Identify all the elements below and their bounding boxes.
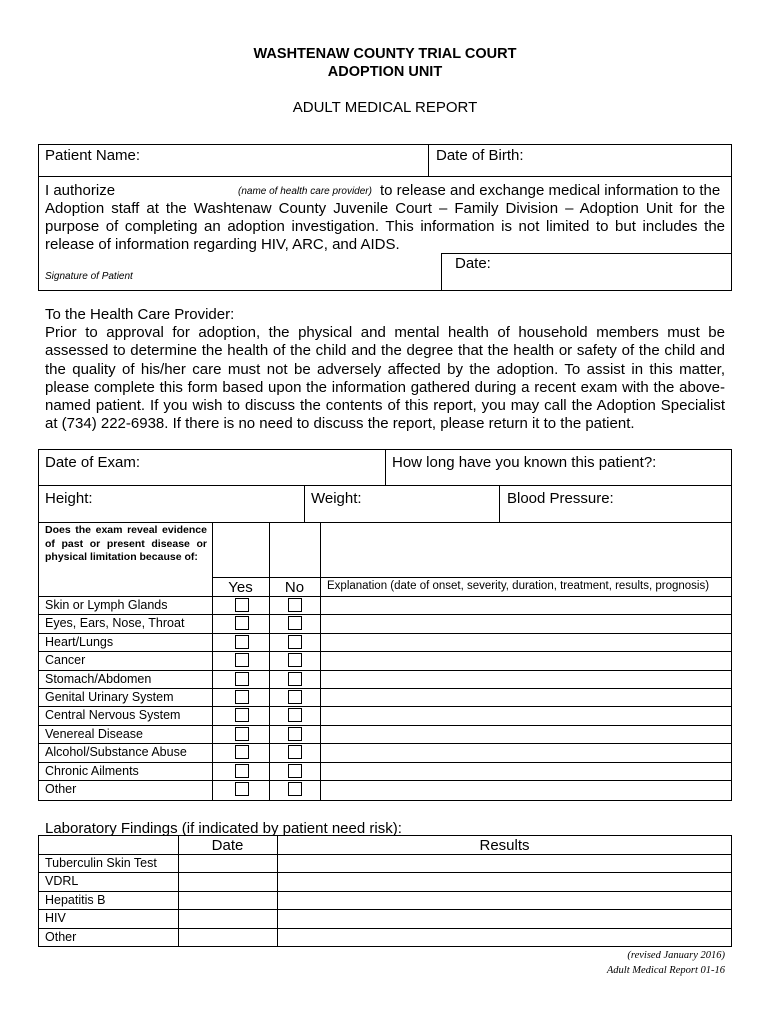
lab-date-field[interactable] bbox=[179, 928, 276, 947]
lab-result-field[interactable] bbox=[278, 854, 731, 873]
lab-date-field[interactable] bbox=[179, 854, 276, 873]
yes-column-header: Yes bbox=[228, 579, 253, 596]
explanation-field[interactable] bbox=[321, 688, 731, 706]
condition-label: Skin or Lymph Glands bbox=[45, 598, 168, 612]
no-checkbox[interactable] bbox=[288, 616, 302, 630]
condition-label: Heart/Lungs bbox=[45, 634, 114, 649]
date-of-birth-field[interactable]: Date of Birth: bbox=[436, 147, 524, 164]
lab-result-field[interactable] bbox=[278, 872, 731, 891]
no-checkbox[interactable] bbox=[288, 782, 302, 796]
lab-test-label: HIV bbox=[45, 911, 66, 926]
yes-checkbox[interactable] bbox=[235, 616, 249, 630]
lab-results-header: Results bbox=[479, 837, 530, 854]
lab-test-label: Other bbox=[45, 929, 77, 944]
exam-question: Does the exam reveal evidence of past or present disease or physical limitation because of: bbox=[45, 524, 207, 563]
yes-checkbox[interactable] bbox=[235, 672, 249, 686]
condition-label: Genital Urinary System bbox=[45, 690, 174, 704]
condition-label: Stomach/Abdomen bbox=[45, 671, 152, 686]
known-duration-field[interactable]: How long have you known this patient?: bbox=[392, 454, 657, 471]
no-checkbox[interactable] bbox=[288, 653, 302, 667]
no-checkbox[interactable] bbox=[288, 764, 302, 778]
revised-date: (revised January 2016) bbox=[627, 950, 725, 961]
condition-label: Venereal Disease bbox=[45, 726, 143, 741]
explanation-field[interactable] bbox=[321, 743, 731, 761]
lab-result-field[interactable] bbox=[278, 909, 731, 928]
explanation-field[interactable] bbox=[321, 706, 731, 724]
explanation-field[interactable] bbox=[321, 762, 731, 780]
yes-checkbox[interactable] bbox=[235, 635, 249, 649]
authorization-text: Adoption staff at the Washtenaw County Juvenile Court – Family Division – Adoption Unit for the purpose of completing an adoption investigation. This information is not limited to but includes the release of information regarding HIV, ARC, and AIDS. bbox=[45, 200, 725, 253]
no-checkbox[interactable] bbox=[288, 727, 302, 741]
form-title: ADULT MEDICAL REPORT bbox=[292, 99, 478, 116]
provider-instructions: Prior to approval for adoption, the physical and mental health of household members must be assessed to determine the health of the child and the degree that the health or safety of the child and the quality of his/her care must not be adversely affected by the adoption. To assist in this matter, please complete this form based upon the information gathered during a recent exam with the above-named patient. If you wish to discuss the contents of this report, you may call the Adoption Specialist at (734) 222-6938. If there is no need to discuss the report, please return it to the patient. bbox=[45, 324, 725, 433]
condition-label: Chronic Ailments bbox=[45, 763, 139, 778]
lab-test-label: Hepatitis B bbox=[45, 892, 106, 907]
no-checkbox[interactable] bbox=[288, 708, 302, 722]
date-of-exam-field[interactable]: Date of Exam: bbox=[45, 454, 141, 471]
authorization-line1: to release and exchange medical information to the bbox=[380, 182, 721, 199]
blood-pressure-field[interactable]: Blood Pressure: bbox=[507, 490, 614, 507]
yes-checkbox[interactable] bbox=[235, 782, 249, 796]
court-title: WASHTENAW COUNTY TRIAL COURT bbox=[253, 46, 517, 62]
provider-heading: To the Health Care Provider: bbox=[45, 306, 235, 323]
explanation-field[interactable] bbox=[321, 670, 731, 688]
lab-date-field[interactable] bbox=[179, 909, 276, 928]
no-checkbox[interactable] bbox=[288, 635, 302, 649]
lab-test-label: Tuberculin Skin Test bbox=[45, 855, 157, 870]
form-id: Adult Medical Report 01-16 bbox=[606, 965, 725, 976]
yes-checkbox[interactable] bbox=[235, 764, 249, 778]
lab-date-field[interactable] bbox=[179, 891, 276, 910]
yes-checkbox[interactable] bbox=[235, 653, 249, 667]
explanation-field[interactable] bbox=[321, 725, 731, 743]
no-column-header: No bbox=[284, 579, 305, 596]
height-field[interactable]: Height: bbox=[45, 490, 93, 507]
explanation-field[interactable] bbox=[321, 614, 731, 632]
explanation-field[interactable] bbox=[321, 651, 731, 669]
lab-date-field[interactable] bbox=[179, 872, 276, 891]
provider-name-field[interactable]: (name of health care provider) bbox=[238, 186, 372, 197]
condition-label: Alcohol/Substance Abuse bbox=[45, 745, 187, 760]
yes-checkbox[interactable] bbox=[235, 598, 249, 612]
yes-checkbox[interactable] bbox=[235, 690, 249, 704]
condition-label: Eyes, Ears, Nose, Throat bbox=[45, 616, 185, 631]
lab-result-field[interactable] bbox=[278, 928, 731, 947]
explanation-field[interactable] bbox=[321, 633, 731, 651]
no-checkbox[interactable] bbox=[288, 745, 302, 759]
no-checkbox[interactable] bbox=[288, 690, 302, 704]
lab-test-label: VDRL bbox=[45, 874, 79, 889]
lab-date-header: Date bbox=[211, 837, 244, 854]
condition-label: Other bbox=[45, 782, 77, 796]
authorize-label: I authorize bbox=[45, 182, 116, 199]
explanation-field[interactable] bbox=[321, 780, 731, 798]
explanation-field[interactable] bbox=[321, 596, 731, 614]
no-checkbox[interactable] bbox=[288, 598, 302, 612]
yes-checkbox[interactable] bbox=[235, 708, 249, 722]
explanation-column-header: Explanation (date of onset, severity, duration, treatment, results, prognosis) bbox=[327, 580, 710, 592]
unit-title: ADOPTION UNIT bbox=[327, 64, 443, 80]
patient-name-field[interactable]: Patient Name: bbox=[45, 147, 141, 164]
yes-checkbox[interactable] bbox=[235, 727, 249, 741]
lab-heading: Laboratory Findings (if indicated by patient need risk): bbox=[45, 820, 402, 837]
condition-label: Central Nervous System bbox=[45, 708, 181, 723]
lab-result-field[interactable] bbox=[278, 891, 731, 910]
yes-checkbox[interactable] bbox=[235, 745, 249, 759]
no-checkbox[interactable] bbox=[288, 672, 302, 686]
condition-label: Cancer bbox=[45, 653, 86, 668]
weight-field[interactable]: Weight: bbox=[311, 490, 362, 507]
signature-date-field[interactable]: Date: bbox=[455, 255, 491, 272]
signature-field[interactable]: Signature of Patient bbox=[45, 271, 133, 282]
